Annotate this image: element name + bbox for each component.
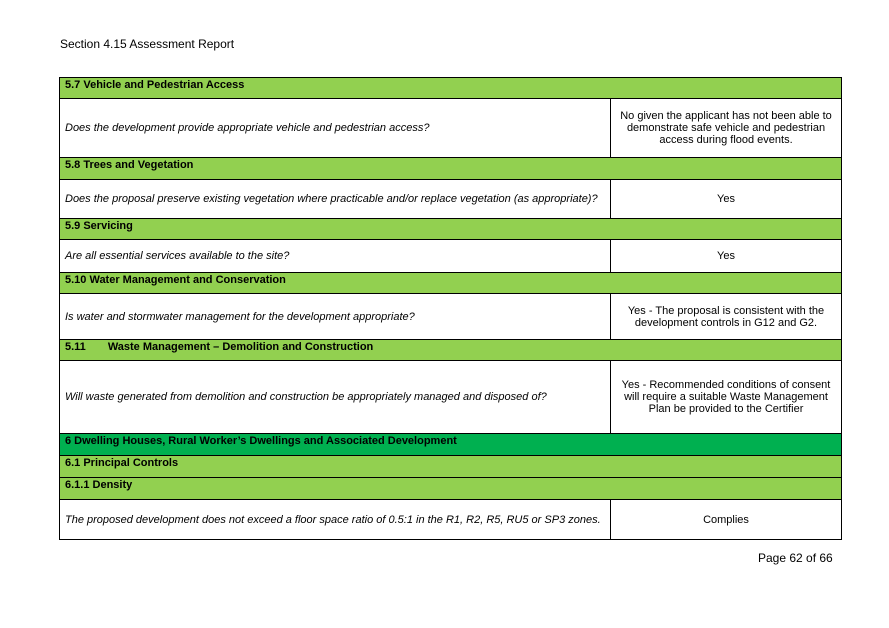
question-cell: Does the development provide appropriate vehicle and pedestrian access?: [60, 99, 611, 158]
section-row-5-8: [60, 158, 842, 180]
answer-cell: Yes - The proposal is consistent with the development controls in G12 and G2.: [611, 294, 842, 340]
answer-cell: Complies: [611, 500, 842, 540]
section-heading: 6.1.1 Density: [60, 478, 842, 500]
section-heading: 6 Dwelling Houses, Rural Worker’s Dwellings and Associated Development: [60, 434, 842, 456]
question-cell: Does the proposal preserve existing vegetation where practicable and/or replace vegetation (as appropriate)?: [60, 180, 611, 219]
section-heading: 6.1 Principal Controls: [60, 456, 842, 478]
table-row: [60, 361, 842, 434]
section-row-6-1: [60, 456, 842, 478]
answer-cell: Yes - Recommended conditions of consent will require a suitable Waste Management Plan be provided to the Certifier: [611, 361, 842, 434]
table-row: [60, 240, 842, 273]
section-row-5-10: [60, 273, 842, 294]
question-cell: Are all essential services available to the site?: [60, 240, 611, 273]
page-number: Page 62 of 66: [758, 551, 833, 565]
section-heading: [60, 340, 842, 361]
table-row: [60, 99, 842, 158]
table-row: [60, 500, 842, 540]
question-cell: Is water and stormwater management for the development appropriate?: [60, 294, 611, 340]
section-row-5-9: [60, 219, 842, 240]
section-row-5-11: [60, 340, 842, 361]
section-heading: 5.7 Vehicle and Pedestrian Access: [60, 78, 842, 99]
assessment-table: [59, 77, 842, 540]
answer-cell: Yes: [611, 180, 842, 219]
question-cell: Will waste generated from demolition and construction be appropriately managed and disposed of?: [60, 361, 611, 434]
section-heading: 5.10 Water Management and Conservation: [60, 273, 842, 294]
section-heading: 5.9 Servicing: [60, 219, 842, 240]
section-title: Waste Management – Demolition and Construction: [107, 341, 374, 353]
table-row: [60, 294, 842, 340]
table-row: [60, 180, 842, 219]
section-heading: 5.8 Trees and Vegetation: [60, 158, 842, 180]
section-number: 5.11: [65, 341, 86, 353]
answer-cell: Yes: [611, 240, 842, 273]
section-row-6-1-1: [60, 478, 842, 500]
question-cell: The proposed development does not exceed a floor space ratio of 0.5:1 in the R1, R2, R5, RU5 or SP3 zones.: [60, 500, 611, 540]
report-header-title: Section 4.15 Assessment Report: [60, 37, 235, 51]
section-row-5-7: [60, 78, 842, 99]
major-section-row-6: [60, 434, 842, 456]
answer-cell: No given the applicant has not been able to demonstrate safe vehicle and pedestrian access during flood events.: [611, 99, 842, 158]
